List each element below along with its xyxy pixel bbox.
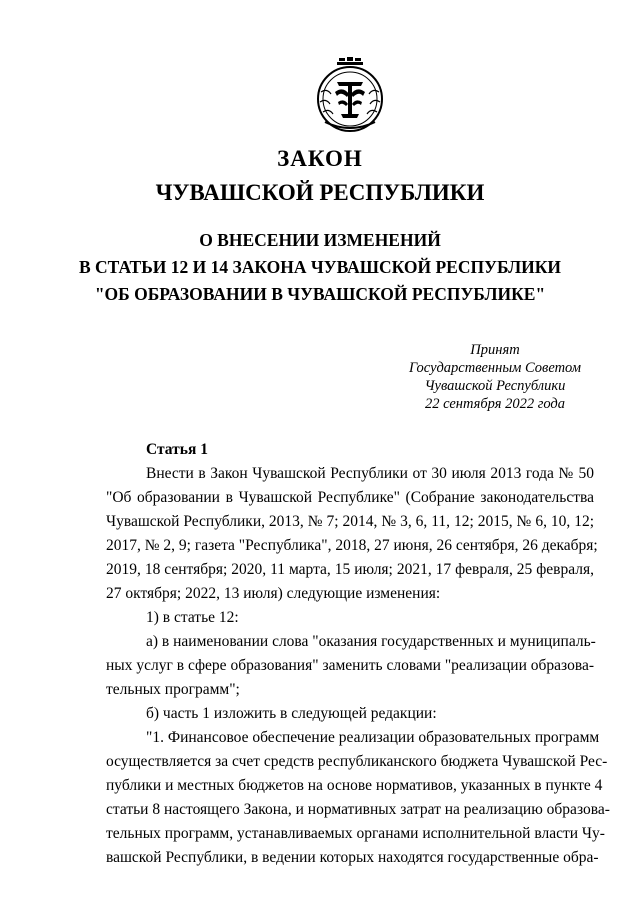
law-subtitle-line-2: В СТАТЬИ 12 И 14 ЗАКОНА ЧУВАШСКОЙ РЕСПУБЛИКИ: [78, 257, 562, 277]
body-line: 27 октября; 2022, 13 июля) следующие изменения:: [106, 585, 441, 602]
body-line: "Об образовании в Чувашской Республике" (Собрание законодательства: [106, 489, 594, 506]
adopted-line-4: 22 сентября 2022 года: [424, 396, 566, 412]
body-line: б) часть 1 изложить в следующей редакции:: [146, 705, 437, 722]
law-subtitle-line-3: "ОБ ОБРАЗОВАНИИ В ЧУВАШСКОЙ РЕСПУБЛИКЕ": [94, 284, 546, 304]
article-heading: Статья 1: [146, 441, 208, 458]
body-line: вашской Республики, в ведении которых находятся государственные обра-: [106, 849, 599, 866]
body-line: Чувашской Республики, 2013, № 7; 2014, № 3, 6, 11, 12; 2015, № 6, 10, 12;: [106, 513, 594, 530]
body-line: "1. Финансовое обеспечение реализации образовательных программ: [146, 729, 600, 746]
body-line: ных услуг в сфере образования" заменить словами "реализации образова-: [106, 657, 594, 674]
adopted-line-2: Государственным Советом: [408, 360, 582, 376]
republic-title: ЧУВАШСКОЙ РЕСПУБЛИКИ: [155, 180, 485, 205]
body-line: 1) в статье 12:: [146, 609, 239, 626]
body-line: тельных программ, устанавливаемых органами исполнительной власти Чу-: [106, 825, 605, 842]
body-line: 2019, 18 сентября; 2020, 11 марта, 15 июля; 2021, 17 февраля, 25 февраля,: [106, 561, 594, 578]
body-line: осуществляется за счет средств республиканского бюджета Чувашской Рес-: [106, 753, 608, 770]
coat-of-arms-emblem: [311, 56, 389, 134]
body-line: тельных программ";: [106, 681, 240, 698]
adopted-line-1: Принят: [470, 342, 520, 358]
body-line: а) в наименовании слова "оказания государственных и муниципаль-: [146, 633, 596, 650]
body-line: Внести в Закон Чувашской Республики от 30 июля 2013 года № 50: [146, 465, 594, 482]
body-line: 2017, № 2, 9; газета "Республика", 2018, 27 июня, 26 сентября, 26 декабря;: [106, 537, 598, 554]
adopted-line-3: Чувашской Республики: [424, 378, 566, 394]
law-subtitle-line-1: О ВНЕСЕНИИ ИЗМЕНЕНИЙ: [199, 230, 441, 250]
law-title: ЗАКОН: [277, 146, 363, 171]
body-line: статьи 8 настоящего Закона, и нормативных затрат на реализацию образова-: [106, 801, 610, 818]
body-line: публики и местных бюджетов на основе нормативов, указанных в пункте 4: [106, 777, 603, 794]
